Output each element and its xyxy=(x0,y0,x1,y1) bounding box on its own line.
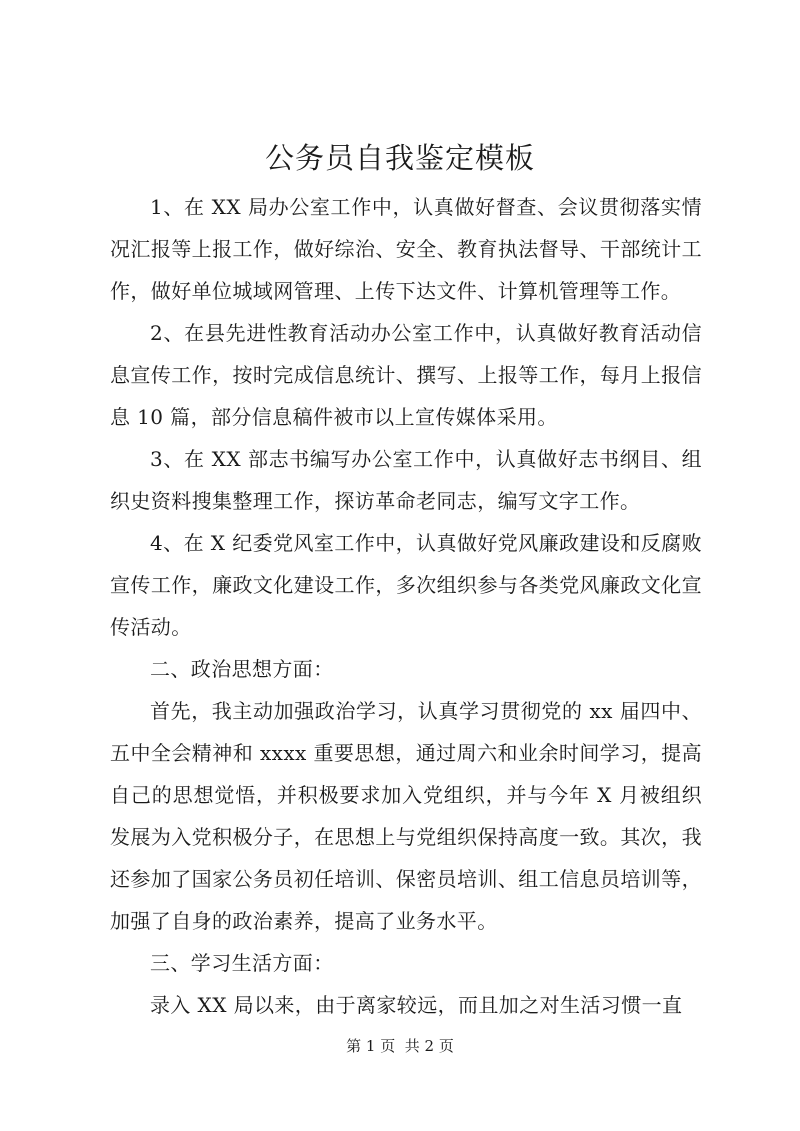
section-heading-study-life: 三、学习生活方面： xyxy=(150,951,334,975)
paragraph-political-thought: 首先，我主动加强政治学习，认真学习贯彻党的 xx 届四中、五中全会精神和 xxxx 重要思想，通过周六和业余时间学习，提高自己的思想觉悟，并积极要求加入党组织，并与今年 X 月被组织发展为入党积极分子，在思想上与党组织保持高度一致。其次，我还参加了国家公务员初任培训、保密员培训、组工信息员培训等，加强了自身的政治素养，提高了业务水平。 xyxy=(110,699,702,933)
paragraph-item-3: 3、在 XX 部志书编写办公室工作中，认真做好志书纲目、组织史资料搜集整理工作，探访革命老同志，编写文字工作。 xyxy=(110,447,702,513)
paragraph-item-2: 2、在县先进性教育活动办公室工作中，认真做好教育活动信息宣传工作，按时完成信息统计、撰写、上报等工作，每月上报信息 10 篇，部分信息稿件被市以上宣传媒体采用。 xyxy=(110,321,702,429)
paragraph-item-1: 1、在 XX 局办公室工作中，认真做好督查、会议贯彻落实情况汇报等上报工作，做好综治、安全、教育执法督导、干部统计工作，做好单位城域网管理、上传下达文件、计算机管理等工作。 xyxy=(110,195,702,303)
paragraph-item-4: 4、在 X 纪委党风室工作中，认真做好党风廉政建设和反腐败宣传工作，廉政文化建设工作，多次组织参与各类党风廉政文化宣传活动。 xyxy=(110,531,702,639)
page-number-label: 第 1 页 共 2 页 xyxy=(346,1037,454,1055)
page-footer xyxy=(0,1036,800,1056)
document-title: 公务员自我鉴定模板 xyxy=(264,141,535,175)
paragraph-study-life: 录入 XX 局以来，由于离家较远，而且加之对生活习惯一直 xyxy=(150,993,683,1017)
section-heading-political: 二、政治思想方面： xyxy=(150,657,334,681)
document-body xyxy=(110,186,702,1026)
